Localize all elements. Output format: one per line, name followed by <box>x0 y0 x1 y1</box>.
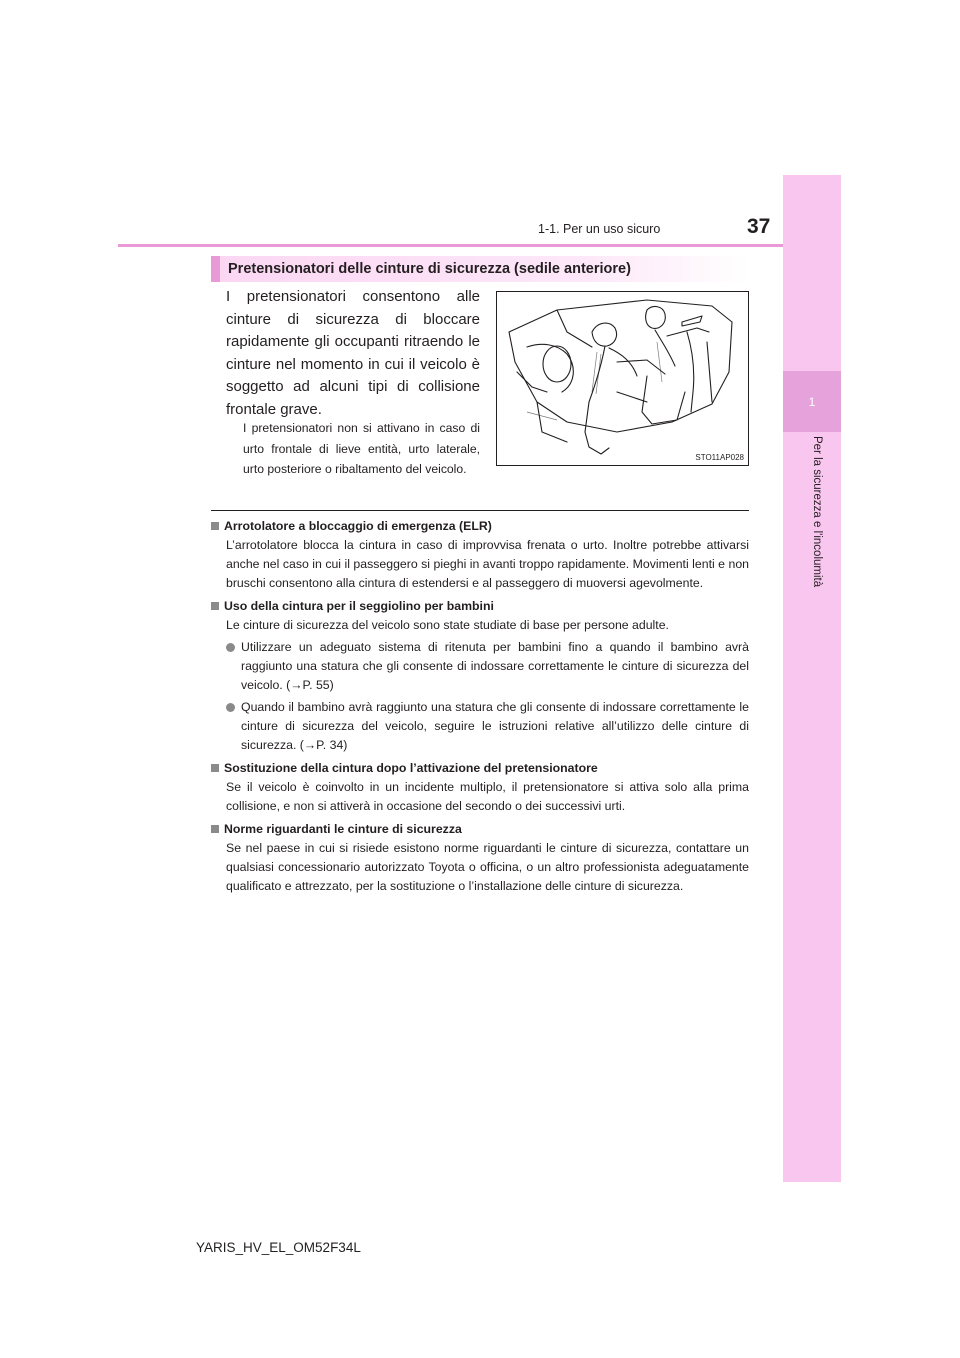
note-body: Se nel paese in cui si risiede esistono norme riguardanti le cinture di sicurezza, contattare un qualsiasi concessionario autorizzato Toyota o officina, o un altro professionista adeguatamente qualificato e attrezzato, per la sostituzione o l’installazione delle cinture di sicurezza. <box>226 841 749 893</box>
square-bullet-icon <box>211 522 219 530</box>
round-bullet-icon <box>226 643 235 652</box>
note-title: Uso della cintura per il seggiolino per bambini <box>224 599 494 613</box>
note-body: L’arrotolatore blocca la cintura in caso di improvvisa frenata o urto. Inoltre potrebbe attivarsi anche nel caso in cui il passeggero si pieghi in avanti troppo rapidamente. Movimenti lenti e non bruschi consentono alla cintura di estendersi e al passeggero di muoversi agevolmente. <box>226 538 749 590</box>
intro-paragraph: I pretensionatori consentono alle cinture di sicurezza di bloccare rapidamente gli occupanti ritraendo le cinture nel momento in cui il veicolo è soggetto ad alcuni tipi di collisione frontale grave. <box>226 288 480 418</box>
section-divider <box>211 510 749 511</box>
page-number: 37 <box>747 215 771 238</box>
note-bullet: Quando il bambino avrà raggiunto una statura che gli consente di indossare correttamente le cinture di sicurezza del veicolo, seguire le istruzioni relative all’utilizzo delle cinture di sicurezza. (→P. 34) <box>211 698 749 755</box>
note-title: Arrotolatore a bloccaggio di emergenza (ELR) <box>224 519 492 533</box>
note-item-regulations <box>211 820 749 896</box>
note-item-elr <box>211 517 749 593</box>
intro-note: I pretensionatori non si attivano in caso di urto frontale di lieve entità, urto laterale, urto posteriore o ribaltamento del veicolo. <box>243 421 480 476</box>
note-title: Sostituzione della cintura dopo l’attivazione del pretensionatore <box>224 761 598 775</box>
note-bullet: Utilizzare un adeguato sistema di ritenuta per bambini fino a quando il bambino avrà raggiunto una statura che gli consente di indossare correttamente le cinture di sicurezza del veicolo. (→P. 55) <box>211 638 749 695</box>
note-body: Le cinture di sicurezza del veicolo sono state studiate di base per persone adulte. <box>226 618 669 632</box>
chapter-title: Per la sicurezza e l'incolumità <box>811 436 823 588</box>
note-title: Norme riguardanti le cinture di sicurezza <box>224 822 462 836</box>
header-rule <box>118 244 841 247</box>
square-bullet-icon <box>211 602 219 610</box>
section-heading-bar <box>211 256 749 282</box>
note-item-replacement <box>211 759 749 816</box>
square-bullet-icon <box>211 825 219 833</box>
note-item-child-seat <box>211 597 749 755</box>
pretensioner-illustration <box>496 291 749 466</box>
header-section-title: 1-1. Per un uso sicuro <box>538 222 661 236</box>
car-interior-drawing <box>497 292 748 465</box>
round-bullet-icon <box>226 703 235 712</box>
section-heading-accent <box>211 256 220 282</box>
note-body: Se il veicolo è coinvolto in un incidente multiplo, il pretensionatore si attiva solo alla prima collisione, e non si attiverà in occasione del secondo o dei successivi urti. <box>226 780 749 813</box>
square-bullet-icon <box>211 764 219 772</box>
footer-doc-code: YARIS_HV_EL_OM52F34L <box>196 1240 361 1255</box>
chapter-side-tab <box>783 175 841 1182</box>
figure-code: STO11AP028 <box>695 453 744 462</box>
section-heading: Pretensionatori delle cinture di sicurezza (sedile anteriore) <box>228 261 631 277</box>
notes-section <box>211 517 749 900</box>
chapter-number: 1 <box>783 371 841 432</box>
